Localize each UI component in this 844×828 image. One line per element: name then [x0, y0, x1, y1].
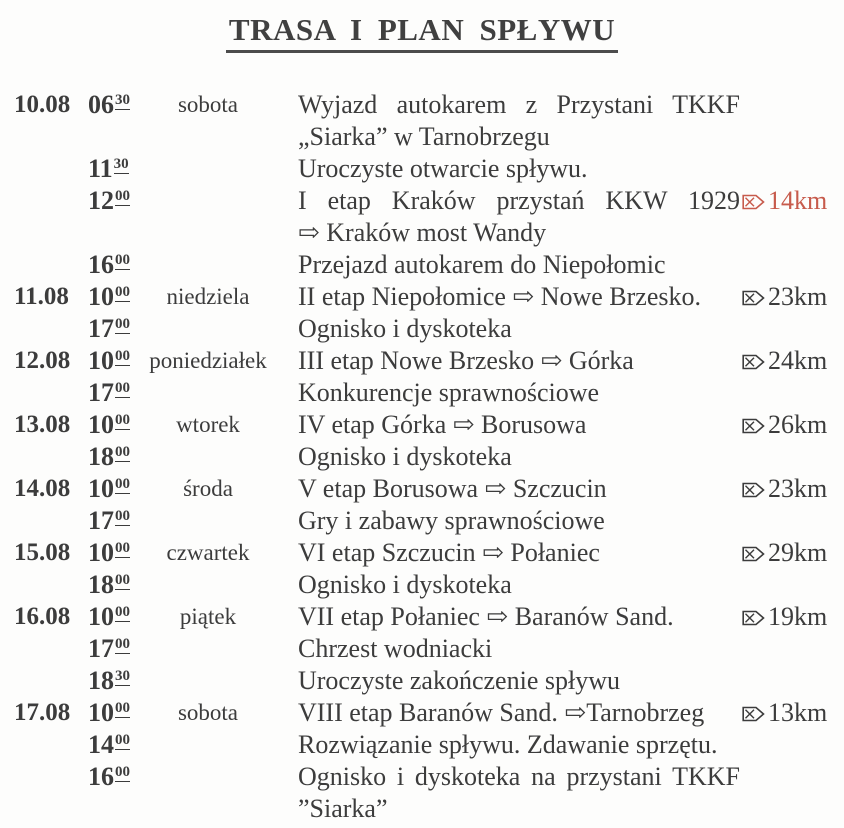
schedule-row: [0, 409, 844, 441]
time-minutes: 00: [115, 316, 130, 332]
description-line: Rozwiązanie spływu. Zdawanie sprzętu.: [298, 730, 718, 759]
time-cell: [88, 665, 148, 697]
time-minutes: 00: [115, 412, 130, 428]
description-cell: [298, 537, 740, 569]
time-cell: [88, 345, 148, 377]
time-cell: [88, 697, 148, 729]
time-cell: [88, 473, 148, 505]
schedule-row: [0, 633, 844, 665]
time-hours: 17: [88, 314, 114, 343]
description-line: VI etap Szczucin ⇨ Połaniec: [298, 538, 600, 567]
boxed-x-signpost-icon: [742, 482, 765, 498]
time-cell: [88, 729, 148, 761]
time-cell: [88, 249, 148, 281]
time-hours: 17: [88, 378, 114, 407]
description-line: VIII etap Baranów Sand. ⇨Tarnobrzeg: [298, 698, 705, 727]
time-hours: 10: [88, 282, 114, 311]
description-line: Konkurencje sprawnościowe: [298, 378, 600, 407]
distance-cell: [740, 281, 844, 313]
time-minutes: 30: [115, 668, 130, 684]
description-line: II etap Niepołomice ⇨ Nowe Brzesko.: [298, 282, 701, 311]
date-cell: 10.08: [14, 91, 71, 118]
time-minutes: 00: [115, 540, 130, 556]
distance-value: 13km: [768, 698, 828, 727]
time-minutes: 00: [115, 252, 130, 268]
distance-value: 19km: [768, 602, 828, 631]
time-hours: 10: [88, 346, 114, 375]
description-line: VII etap Połaniec ⇨ Baranów Sand.: [298, 602, 674, 631]
time-cell: [88, 377, 148, 409]
time-hours: 10: [88, 474, 114, 503]
description-line: Ognisko i dyskoteka: [298, 570, 512, 599]
description-cell: [298, 665, 740, 697]
description-line: Chrzest wodniacki: [298, 634, 493, 663]
description-cell: [298, 185, 740, 249]
description-line: III etap Nowe Brzesko ⇨ Górka: [298, 346, 634, 375]
schedule-row: [0, 313, 844, 345]
description-cell: [298, 281, 740, 313]
time-cell: [88, 281, 148, 313]
time-minutes: 00: [115, 700, 130, 716]
description-line: ”Siarka”: [298, 794, 388, 823]
schedule-row: [0, 153, 844, 185]
time-hours: 10: [88, 698, 114, 727]
distance-cell: [740, 185, 844, 217]
time-cell: [88, 89, 148, 121]
description-cell: [298, 633, 740, 665]
time-cell: [88, 409, 148, 441]
description-line: Wyjazd autokarem z Przystani TKKF: [298, 90, 740, 119]
description-line: Ognisko i dyskoteka na przystani TKKF: [298, 762, 740, 791]
schedule-row: [0, 377, 844, 409]
schedule-row: [0, 345, 844, 377]
description-cell: [298, 377, 740, 409]
schedule-row: [0, 569, 844, 601]
weekday-cell: wtorek: [176, 412, 240, 437]
schedule-table: [0, 89, 844, 825]
time-minutes: 00: [115, 380, 130, 396]
schedule-row: [0, 601, 844, 633]
time-hours: 11: [88, 154, 113, 183]
date-cell: 17.08: [14, 699, 71, 726]
schedule-row: [0, 665, 844, 697]
time-hours: 17: [88, 506, 114, 535]
description-cell: [298, 569, 740, 601]
weekday-cell: piątek: [179, 604, 237, 629]
description-cell: [298, 345, 740, 377]
title-area: [0, 0, 844, 53]
time-cell: [88, 505, 148, 537]
time-minutes: 00: [115, 348, 130, 364]
time-minutes: 00: [115, 604, 130, 620]
time-minutes: 00: [115, 444, 130, 460]
date-cell: 16.08: [14, 603, 71, 630]
description-line: Ognisko i dyskoteka: [298, 314, 512, 343]
description-line: Uroczyste zakończenie spływu: [298, 666, 620, 695]
boxed-x-signpost-icon: [742, 546, 765, 562]
description-line: Gry i zabawy sprawnościowe: [298, 506, 605, 535]
time-minutes: 30: [115, 92, 130, 108]
schedule-row: [0, 185, 844, 249]
time-hours: 18: [88, 570, 114, 599]
time-cell: [88, 313, 148, 345]
date-cell: 15.08: [14, 539, 71, 566]
distance-cell: [740, 409, 844, 441]
distance-cell: [740, 601, 844, 633]
time-cell: [88, 601, 148, 633]
time-minutes: 00: [115, 636, 130, 652]
weekday-cell: sobota: [177, 700, 239, 725]
schedule-row: [0, 761, 844, 825]
description-cell: [298, 249, 740, 281]
schedule-row: [0, 281, 844, 313]
description-cell: [298, 761, 740, 825]
weekday-cell: środa: [183, 476, 233, 501]
description-cell: [298, 505, 740, 537]
date-cell: 14.08: [14, 475, 71, 502]
distance-cell: [740, 473, 844, 505]
weekday-cell: poniedziałek: [149, 348, 267, 373]
description-cell: [298, 601, 740, 633]
time-minutes: 00: [115, 764, 130, 780]
time-minutes: 30: [113, 156, 129, 172]
distance-cell: [740, 345, 844, 377]
distance-value: 14km: [768, 186, 828, 215]
date-cell: 13.08: [14, 411, 71, 438]
time-hours: 10: [88, 538, 114, 567]
schedule-row: [0, 729, 844, 761]
description-line: V etap Borusowa ⇨ Szczucin: [298, 474, 607, 503]
time-hours: 10: [88, 410, 114, 439]
time-minutes: 00: [115, 476, 130, 492]
boxed-x-signpost-icon: [742, 290, 765, 306]
time-cell: [88, 185, 148, 217]
boxed-x-signpost-icon: [742, 706, 765, 722]
description-cell: [298, 473, 740, 505]
time-cell: [88, 537, 148, 569]
distance-value: 23km: [768, 474, 828, 503]
time-cell: [88, 153, 148, 185]
schedule-row: [0, 537, 844, 569]
description-line: Przejazd autokarem do Niepołomic: [298, 250, 666, 279]
distance-value: 26km: [768, 410, 828, 439]
boxed-x-signpost-icon: [742, 610, 765, 626]
boxed-x-signpost-icon: [742, 194, 765, 210]
description-line: ⇨ Kraków most Wandy: [298, 218, 547, 247]
description-cell: [298, 313, 740, 345]
description-cell: [298, 409, 740, 441]
weekday-cell: sobota: [177, 92, 239, 117]
time-cell: [88, 441, 148, 473]
time-minutes: 00: [115, 188, 130, 204]
description-line: I etap Kraków przystań KKW 1929: [298, 186, 740, 215]
time-hours: 06: [88, 90, 114, 119]
weekday-cell: czwartek: [166, 540, 250, 565]
time-hours: 18: [88, 666, 114, 695]
time-hours: 18: [88, 442, 114, 471]
distance-cell: [740, 697, 844, 729]
page-title: TRASA I PLAN SPŁYWU: [226, 12, 618, 53]
description-cell: [298, 153, 740, 185]
time-minutes: 00: [115, 508, 130, 524]
time-hours: 17: [88, 634, 114, 663]
boxed-x-signpost-icon: [742, 418, 765, 434]
weekday-cell: niedziela: [166, 284, 250, 309]
schedule-row: [0, 697, 844, 729]
time-hours: 16: [88, 250, 114, 279]
schedule-row: [0, 441, 844, 473]
date-cell: 11.08: [14, 283, 69, 310]
time-hours: 16: [88, 762, 114, 791]
description-line: Uroczyste otwarcie spływu.: [298, 154, 588, 183]
boxed-x-signpost-icon: [742, 354, 765, 370]
description-line: Ognisko i dyskoteka: [298, 442, 512, 471]
description-cell: [298, 441, 740, 473]
distance-cell: [740, 537, 844, 569]
distance-value: 24km: [768, 346, 828, 375]
schedule-row: [0, 505, 844, 537]
schedule-row: [0, 473, 844, 505]
schedule-row: [0, 249, 844, 281]
time-cell: [88, 569, 148, 601]
time-minutes: 00: [115, 732, 130, 748]
time-minutes: 00: [115, 284, 130, 300]
description-cell: [298, 729, 740, 761]
time-cell: [88, 633, 148, 665]
time-cell: [88, 761, 148, 793]
time-hours: 12: [88, 186, 114, 215]
time-hours: 14: [88, 730, 114, 759]
description-cell: [298, 697, 740, 729]
date-cell: 12.08: [14, 347, 71, 374]
schedule-row: [0, 89, 844, 153]
distance-value: 23km: [768, 282, 828, 311]
time-hours: 10: [88, 602, 114, 631]
description-cell: [298, 89, 740, 153]
distance-value: 29km: [768, 538, 828, 567]
description-line: „Siarka” w Tarnobrzegu: [298, 122, 550, 151]
description-line: IV etap Górka ⇨ Borusowa: [298, 410, 587, 439]
time-minutes: 00: [115, 572, 130, 588]
